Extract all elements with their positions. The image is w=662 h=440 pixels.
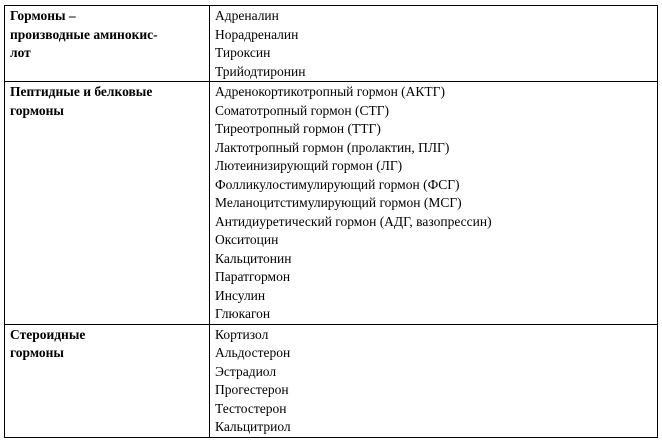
hormone-item: Лактотропный гормон (пролактин, ПЛГ) xyxy=(215,139,450,155)
hormone-list-cell xyxy=(210,82,658,325)
hormone-item: Тиреотропный гормон (ТТГ) xyxy=(215,121,381,136)
hormone-item: Соматотропный гормон (СТГ) xyxy=(215,102,390,118)
category-label: Стероидные xyxy=(10,326,86,342)
hormone-item: Кальцитонин xyxy=(215,250,292,266)
category-label: Пептидные и белковые xyxy=(10,84,153,99)
hormone-item: Паратгормон xyxy=(215,269,291,284)
hormone-list-cell xyxy=(210,324,658,437)
category-cell xyxy=(5,82,210,325)
hormone-list-cell xyxy=(210,6,658,82)
category-cell xyxy=(5,324,210,437)
category-label: Гормоны – xyxy=(10,8,76,23)
hormone-item: Меланоцитстимулирующий гормон (МСГ) xyxy=(215,195,462,210)
category-label: лот xyxy=(10,45,31,60)
hormone-item: Кальцитриол xyxy=(215,419,291,434)
hormone-item: Окситоцин xyxy=(215,232,279,247)
hormone-item: Эстрадиол xyxy=(215,363,277,379)
table-row-peptide-protein xyxy=(5,82,658,325)
hormone-item: Тироксин xyxy=(215,45,271,60)
hormone-item: Глюкагон xyxy=(215,306,271,321)
hormone-item: Альдостерон xyxy=(215,345,291,360)
category-label: гормоны xyxy=(10,345,64,360)
hormone-item: Прогестерон xyxy=(215,382,289,397)
hormone-item: Кортизол xyxy=(215,326,269,342)
hormone-item: Трийодтиронин xyxy=(215,63,306,79)
hormone-item: Норадреналин xyxy=(215,26,299,42)
hormone-item: Инсулин xyxy=(215,287,266,303)
hormones-table xyxy=(4,5,658,438)
category-label: производные аминокис- xyxy=(10,26,158,42)
table-row-amino-acid-derivatives xyxy=(5,6,658,82)
hormone-item: Тестостерон xyxy=(215,400,287,416)
hormone-item: Лютеинизирующий гормон (ЛГ) xyxy=(215,158,403,173)
hormone-item: Антидиуретический гормон (АДГ, вазопрессин) xyxy=(215,213,492,229)
table-row-steroid xyxy=(5,324,658,437)
category-cell xyxy=(5,6,210,82)
hormone-item: Адреналин xyxy=(215,8,279,23)
hormone-item: Фолликулостимулирующий гормон (ФСГ) xyxy=(215,176,460,192)
category-label: гормоны xyxy=(10,102,64,118)
hormone-item: Адренокортикотропный гормон (АКТГ) xyxy=(215,84,445,99)
